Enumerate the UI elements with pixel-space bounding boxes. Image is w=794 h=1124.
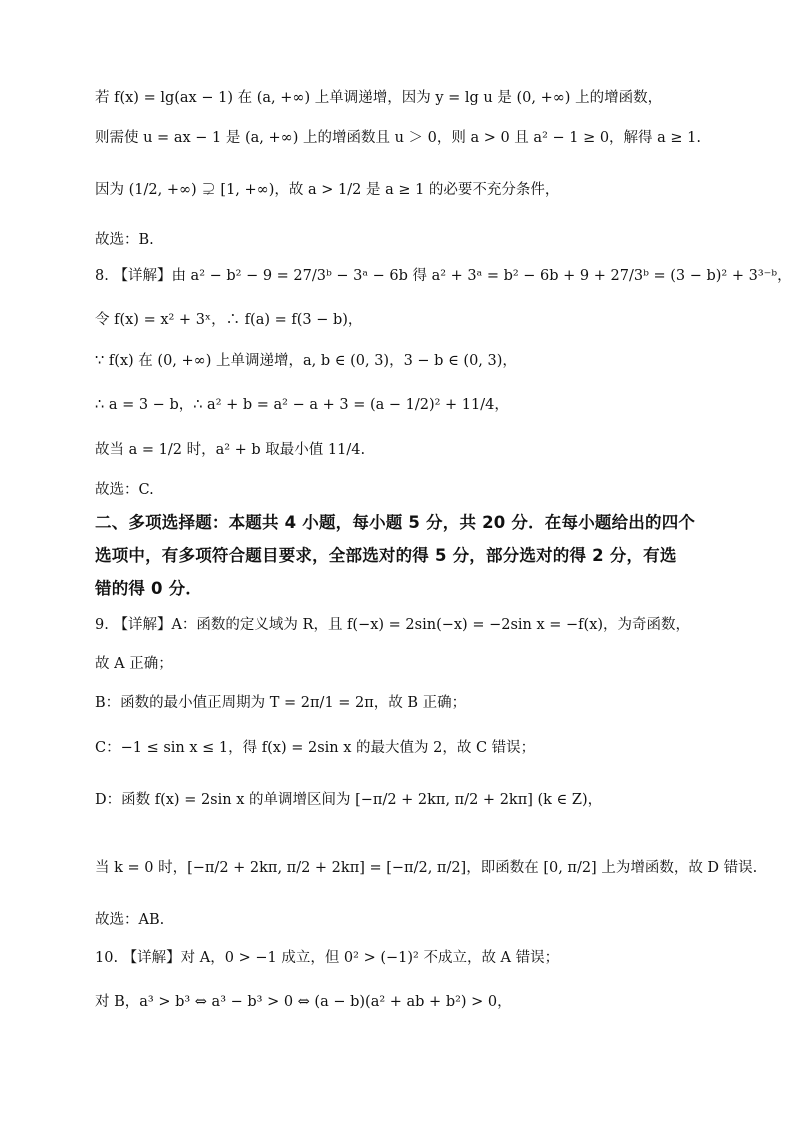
text-line-9: 9. 【详解】A：函数的定义域为 R，且 f(−x) = 2sin(−x) = −2sin x = −f(x)，为奇函数， xyxy=(95,617,691,633)
text-line-10: 故 A 正确； xyxy=(95,656,173,672)
text-line-11: B：函数的最小值正周期为 T = 2π/1 = 2π，故 B 正确； xyxy=(95,695,467,711)
text-line-14: 当 k = 0 时，[−π/2 + 2kπ, π/2 + 2kπ] = [−π/2, π/2]，即函数在 [0, π/2] 上为增函数，故 D 错误. xyxy=(95,860,758,876)
text-line-3: 因为 (1/2, +∞) ⊋ [1, +∞)，故 a > 1/2 是 a ≥ 1 的必要不充分条件， xyxy=(95,182,560,198)
section-heading-line-3: 错的得 0 分． xyxy=(95,579,203,598)
text-line-8: 故当 a = 1/2 时，a² + b 取最小值 11/4. xyxy=(95,442,366,458)
answer-line-1: 故选：B. xyxy=(95,232,154,248)
text-line-12: C：−1 ≤ sin x ≤ 1，得 f(x) = 2sin x 的最大值为 2，故 C 错误； xyxy=(95,740,536,756)
answer-line-2: 故选：C. xyxy=(95,482,154,498)
answer-line-3: 故选：AB. xyxy=(95,912,165,928)
corner-mark: ﾠﾠ xyxy=(34,32,46,39)
text-line-15: 10. 【详解】对 A，0 > −1 成立，但 0² > (−1)² 不成立，故 A 错误； xyxy=(95,950,560,966)
text-line-6: ∵ f(x) 在 (0, +∞) 上单调递增，a, b ∈ (0, 3)，3 − b ∈ (0, 3)， xyxy=(95,353,517,369)
text-line-16: 对 B，a³ > b³ ⇔ a³ − b³ > 0 ⇔ (a − b)(a² + ab + b²) > 0， xyxy=(95,994,512,1010)
text-line-7: ∴ a = 3 − b，∴ a² + b = a² − a + 3 = (a − 1/2)² + 11/4， xyxy=(95,397,509,413)
text-line-2: 则需使 u = ax − 1 是 (a, +∞) 上的增函数且 u ＞ 0，则 a > 0 且 a² − 1 ≥ 0，解得 a ≥ 1. xyxy=(95,130,702,146)
text-line-5: 令 f(x) = x² + 3ˣ，∴ f(a) = f(3 − b)， xyxy=(95,312,363,328)
section-heading-line-1: 二、多项选择题：本题共 4 小题，每小题 5 分，共 20 分．在每小题给出的四个 xyxy=(95,513,696,532)
text-line-1: 若 f(x) = lg(ax − 1) 在 (a, +∞) 上单调递增，因为 y = lg u 是 (0, +∞) 上的增函数， xyxy=(95,90,663,106)
section-heading-line-2: 选项中，有多项符合题目要求，全部选对的得 5 分，部分选对的得 2 分，有选 xyxy=(95,546,677,565)
text-line-4: 8. 【详解】由 a² − b² − 9 = 27/3ᵇ − 3ᵃ − 6b 得 a² + 3ᵃ = b² − 6b + 9 + 27/3ᵇ = (3 − b)² + 3³⁻ᵇ， xyxy=(95,268,792,284)
text-line-13: D：函数 f(x) = 2sin x 的单调增区间为 [−π/2 + 2kπ, π/2 + 2kπ] (k ∈ Z)， xyxy=(95,792,603,808)
